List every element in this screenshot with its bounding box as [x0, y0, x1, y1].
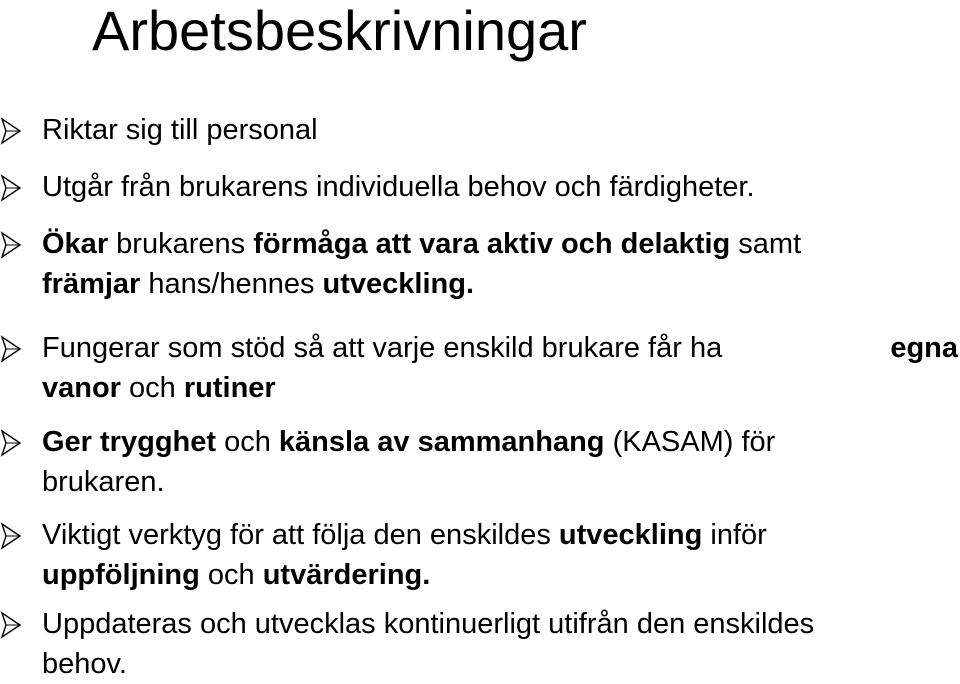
text-run: (KASAM) för: [604, 426, 776, 458]
bullet-line: [42, 644, 956, 684]
text-run: Utgår från brukarens individuella behov och färdigheter.: [42, 171, 755, 203]
bullet-line: [42, 328, 956, 368]
bold-text-run: främjar: [42, 268, 141, 300]
bullet-text: [42, 167, 956, 207]
bullet-text: [42, 328, 956, 408]
bullet-text: [42, 422, 956, 502]
arrow-bullet-icon: [0, 116, 30, 146]
bold-text-run: utvärdering.: [262, 559, 431, 591]
text-run: samt: [730, 228, 802, 260]
bullet-text: [42, 604, 956, 684]
arrow-bullet-icon: [0, 428, 30, 458]
bullet-line: [42, 462, 956, 502]
bold-text-run: utveckling.: [322, 268, 475, 300]
bold-text-run: rutiner: [183, 372, 276, 404]
bold-text-run: uppföljning: [42, 559, 200, 591]
bold-text-run: utveckling: [558, 519, 703, 551]
bullet-line: [42, 167, 956, 207]
text-run: hans/hennes: [140, 268, 323, 300]
bold-text-run: känsla av sammanhang: [278, 426, 605, 458]
bold-text-run: vanor: [42, 372, 121, 404]
arrow-bullet-icon: [0, 334, 30, 364]
bullet-line: [42, 224, 956, 264]
arrow-bullet-icon: [0, 610, 30, 640]
bullet-line: [42, 264, 956, 304]
text-run: och: [199, 559, 263, 591]
bullet-text: [42, 110, 956, 150]
bold-text-run: Ökar: [42, 228, 109, 260]
slide-title: Arbetsbeskrivningar: [92, 0, 587, 62]
text-run: och: [120, 372, 184, 404]
bullet-trailing-word: egna: [890, 332, 958, 364]
bullet-line: [42, 368, 956, 408]
text-run: Uppdateras och utvecklas kontinuerligt utifrån den enskildes: [42, 608, 815, 640]
text-run: behov.: [42, 648, 127, 680]
text-run: Fungerar som stöd så att varje enskild brukare får ha: [42, 332, 723, 364]
text-run: brukaren.: [42, 466, 165, 498]
arrow-bullet-icon: [0, 521, 30, 551]
arrow-bullet-icon: [0, 230, 30, 260]
bold-text-run: Ger trygghet: [42, 426, 217, 458]
bold-text-run: förmåga att vara aktiv och delaktig: [253, 228, 731, 260]
bullet-line: [42, 110, 956, 150]
bullet-text: [42, 224, 956, 304]
text-run: och: [216, 426, 279, 458]
text-run: Riktar sig till personal: [42, 114, 318, 146]
bullet-text: [42, 515, 956, 595]
text-run: inför: [702, 519, 767, 551]
bullet-line: [42, 555, 956, 595]
text-run: brukarens: [108, 228, 254, 260]
arrow-bullet-icon: [0, 173, 30, 203]
bullet-line: [42, 515, 956, 555]
bullet-line: [42, 422, 956, 462]
text-run: Viktigt verktyg för att följa den enskildes: [42, 519, 559, 551]
bullet-line: [42, 604, 956, 644]
